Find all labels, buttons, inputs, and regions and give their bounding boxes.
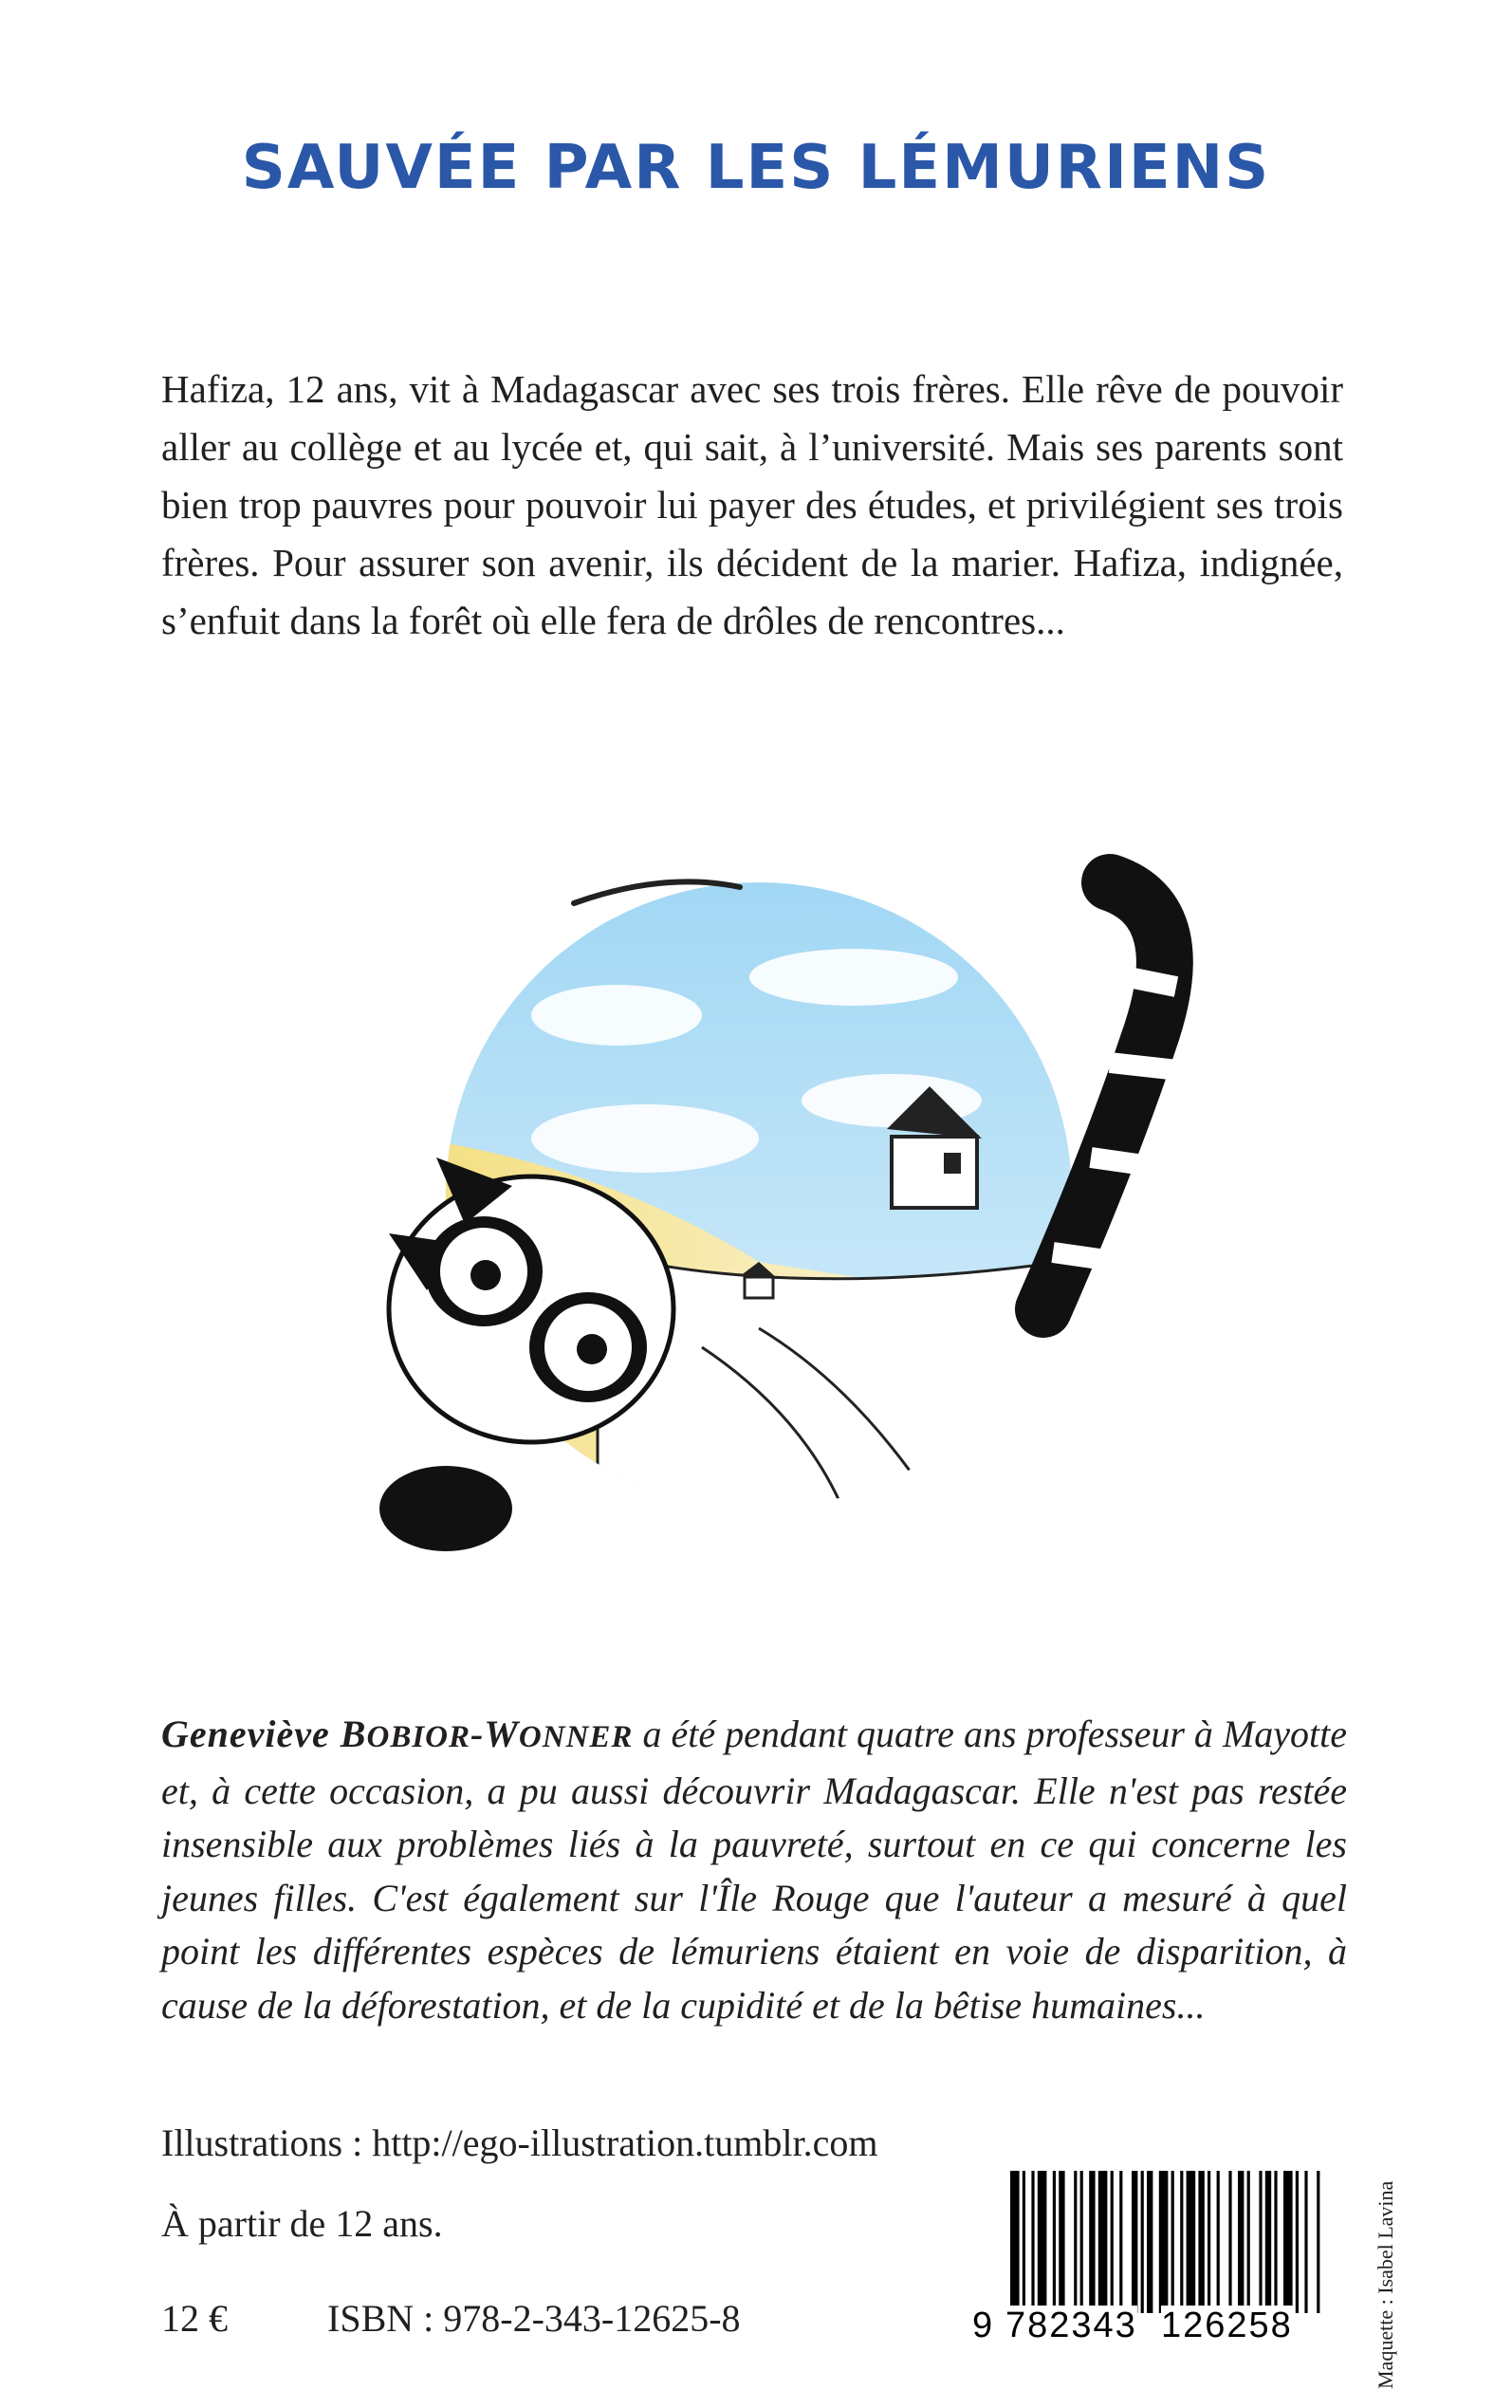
- author-bio: [161, 1708, 1347, 2032]
- age-recommendation: À partir de 12 ans.: [161, 2202, 443, 2245]
- book-title: SAUVÉE PAR LES LÉMURIENS: [241, 133, 1271, 203]
- lemur-face: [379, 1158, 673, 1551]
- barcode-digits-right: 126258: [1161, 2306, 1293, 2362]
- synopsis-text: Hafiza, 12 ans, vit à Madagascar avec ses trois frères. Elle rêve de pouvoir aller au collège et au lycée et, qui sait, à l’université. Mais ses parents sont bien trop pauvres pour pouvoir lui payer des études, et privilégient ses trois frères. Pour assurer son avenir, ils décident de la marier. Hafiza, indignée, s’enfuit dans la forêt où elle fera de drôles de rencontres...: [161, 367, 1343, 642]
- layout-credit: Maquette : Isabel Lavina: [1374, 2180, 1397, 2389]
- lemur-tail: [1043, 882, 1195, 1309]
- illustrations-credit: Illustrations : http://ego-illustration.tumblr.com: [161, 2121, 878, 2164]
- author-name: Geneviève BOBIOR-WONNER: [161, 1713, 634, 1755]
- isbn: ISBN : 978-2-343-12625-8: [327, 2297, 741, 2340]
- price: 12 €: [161, 2297, 228, 2340]
- lemur-illustration: [360, 854, 1233, 1613]
- barcode-digit-prefix: 9: [972, 2306, 992, 2362]
- author-bio-text: a été pendant quatre ans professeur à Mayotte et, à cette occasion, a pu aussi découvrir Madagascar. Elle n'est pas restée insensible aux problèmes liés à la pauvreté, surtout en ce qui concerne les jeunes filles. C'est également sur l'Île Rouge que l'auteur a mesuré à quel point les différentes espèces de lémuriens étaient en voie de disparition, à cause de la déforestation, et de la cupidité et de la bêtise humaines...: [161, 1713, 1348, 2027]
- barcode-digits-left: 782343: [1005, 2306, 1137, 2362]
